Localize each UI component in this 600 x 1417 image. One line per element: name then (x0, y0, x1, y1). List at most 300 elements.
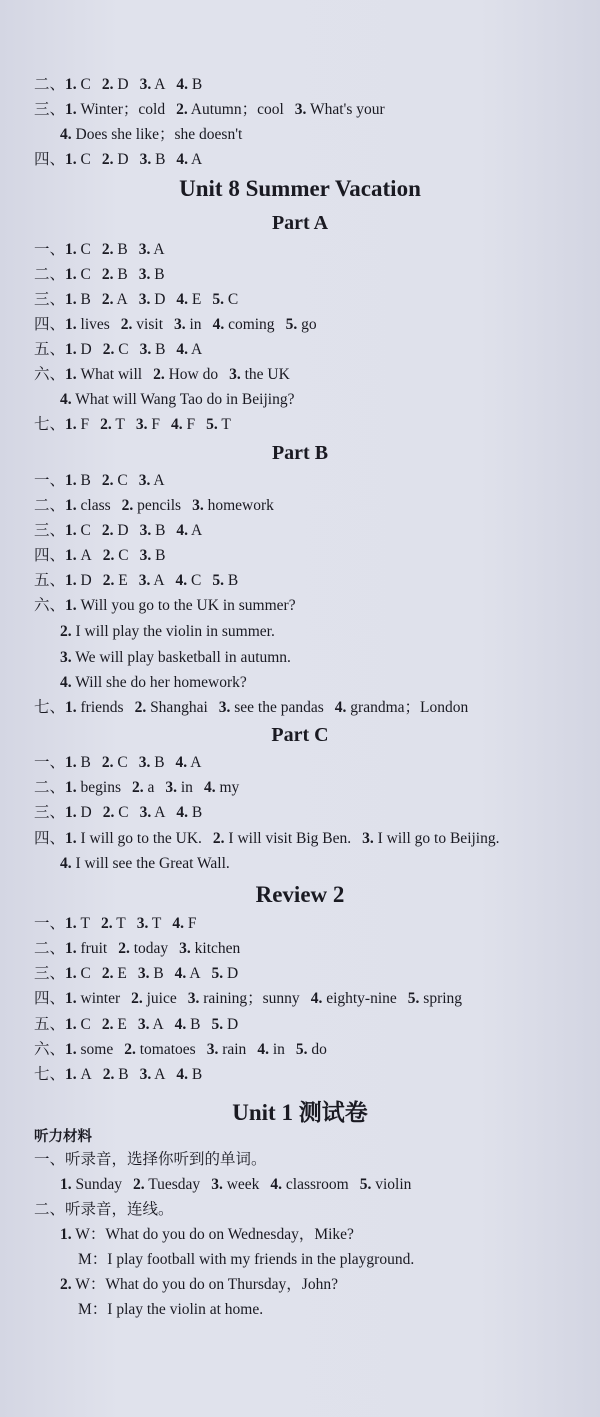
item-number: 2. (102, 572, 115, 589)
item-answer: F (76, 416, 90, 433)
answer-line (34, 989, 473, 1009)
item-number: 3. (362, 830, 374, 847)
item-number: 4. (334, 699, 347, 716)
item-answer: the UK (240, 366, 290, 383)
item-answer: A (150, 241, 165, 258)
answer-item (102, 151, 129, 168)
item-answer: Tuesday (144, 1176, 201, 1193)
item-number: 3. (139, 547, 152, 564)
item-number: 3. (60, 649, 72, 666)
item-answer: D (76, 804, 92, 821)
item-answer: A (76, 547, 92, 564)
answer-item (153, 366, 218, 383)
item-answer: Will you go to the UK in summer? (76, 597, 296, 614)
answer-line (60, 1175, 422, 1195)
answer-item (138, 1016, 164, 1033)
item-number: 3. (138, 572, 151, 589)
item-number: 2. (134, 699, 147, 716)
answer-item (65, 830, 202, 847)
item-answer: C (76, 1016, 91, 1033)
item-answer: eighty-nine (322, 990, 397, 1007)
item-number: 3. (211, 1176, 223, 1193)
answer-item (219, 699, 324, 716)
item-answer: D (150, 291, 166, 308)
answer-item (65, 472, 91, 489)
item-answer: in (177, 779, 193, 796)
item-answer: How do (164, 366, 219, 383)
item-answer: juice (142, 990, 177, 1007)
line-lead: 四、 (34, 547, 66, 564)
item-number: 1. (65, 1041, 77, 1058)
item-answer: fruit (76, 940, 108, 957)
item-answer: F (182, 416, 196, 433)
line-lead: 七、 (34, 1066, 66, 1083)
item-number: 3. (139, 76, 152, 93)
answer-item (311, 990, 397, 1007)
answer-line (34, 829, 510, 849)
item-answer: C (76, 965, 91, 982)
answer-item (60, 391, 294, 408)
answer-line (34, 596, 307, 616)
item-number: 1. (65, 547, 77, 564)
line-lead: 一、听录音，选择你听到的单词。 (34, 1151, 267, 1168)
answer-item (192, 497, 274, 514)
answer-item (135, 699, 208, 716)
item-answer: D (223, 1016, 239, 1033)
item-number: 2. (100, 416, 112, 433)
item-number: 1. (65, 915, 77, 932)
item-number: 4. (176, 341, 189, 358)
item-answer: begins (76, 779, 121, 796)
item-answer: rain (218, 1041, 247, 1058)
item-number: 3. (174, 316, 186, 333)
section-heading: Unit 1 测试卷 (232, 1100, 368, 1125)
item-answer: in (185, 316, 202, 333)
item-number: 1. (65, 241, 77, 258)
answer-line (60, 854, 241, 874)
answer-item (133, 1176, 200, 1193)
answer-item (65, 1041, 113, 1058)
item-answer: coming (224, 316, 275, 333)
item-number: 1. (65, 990, 77, 1007)
item-number: 4. (212, 316, 225, 333)
line-lead: 一、 (34, 472, 66, 489)
item-answer: A (150, 472, 165, 489)
answer-item (65, 416, 89, 433)
item-answer: A (150, 572, 165, 589)
item-number: 3. (139, 151, 152, 168)
answer-line (34, 471, 176, 491)
item-answer: I will go to Beijing. (373, 830, 500, 847)
answer-item (65, 1066, 92, 1083)
answer-line (34, 265, 176, 285)
item-number: 2. (102, 341, 115, 358)
answer-item (176, 341, 202, 358)
answer-item (65, 965, 91, 982)
item-number: 4. (60, 391, 72, 408)
answer-item (102, 266, 128, 283)
answer-item (270, 1176, 348, 1193)
answer-item (188, 990, 300, 1007)
answer-line (34, 1015, 249, 1035)
item-number: 4. (176, 1066, 189, 1083)
item-number: 3. (187, 990, 200, 1007)
answer-item (65, 341, 92, 358)
item-answer: go (297, 316, 317, 333)
answer-item (103, 572, 128, 589)
item-number: 4. (310, 990, 323, 1007)
answer-line (34, 778, 250, 798)
answer-line (34, 1200, 174, 1220)
item-answer: B (150, 754, 165, 771)
answer-item (140, 151, 166, 168)
answer-item (139, 754, 165, 771)
item-answer: a (143, 779, 155, 796)
item-number: 3. (138, 241, 151, 258)
line-lead: 二、听录音，连线。 (34, 1201, 174, 1218)
item-number: 3. (138, 754, 151, 771)
answer-item (211, 1176, 259, 1193)
answer-item (65, 151, 91, 168)
item-answer: A (187, 754, 202, 771)
item-answer: A (113, 291, 128, 308)
answer-line (34, 1150, 267, 1170)
line-lead: 六、 (34, 366, 66, 383)
line-lead: 六、 (34, 1041, 66, 1058)
answer-item (103, 1066, 129, 1083)
item-number: 1. (65, 266, 77, 283)
answer-item (131, 990, 177, 1007)
answer-item (60, 855, 230, 872)
item-answer: T (76, 915, 90, 932)
item-answer: T (217, 416, 231, 433)
answer-item (140, 1066, 166, 1083)
line-lead: 三、 (34, 101, 66, 118)
item-answer: T (112, 915, 126, 932)
answer-line (34, 365, 301, 385)
answer-item (206, 416, 231, 433)
item-number: 2. (101, 266, 114, 283)
answer-line (34, 914, 208, 934)
item-answer: some (76, 1041, 114, 1058)
line-lead: 六、 (34, 597, 66, 614)
answer-item (176, 754, 202, 771)
item-number: 1. (65, 1016, 77, 1033)
answer-item (176, 804, 202, 821)
item-number: 1. (65, 341, 77, 358)
item-number: 1. (65, 291, 77, 308)
answer-item (60, 649, 291, 666)
item-number: 2. (101, 291, 114, 308)
item-answer: B (151, 341, 166, 358)
answer-item (175, 1016, 201, 1033)
answer-item (175, 965, 201, 982)
item-answer: I will play the violin in summer. (71, 623, 275, 640)
item-answer: I will see the Great Wall. (71, 855, 230, 872)
answer-item (121, 316, 163, 333)
answer-item (122, 497, 181, 514)
line-lead: M：I play football with my friends in the playground. (78, 1251, 415, 1268)
answer-item (65, 915, 90, 932)
answer-line (34, 415, 242, 435)
item-answer: What's your (306, 101, 385, 118)
listening-material-label: 听力材料 (34, 1129, 92, 1145)
line-lead: 三、 (34, 804, 66, 821)
item-number: 1. (65, 101, 77, 118)
item-answer: C (76, 522, 91, 539)
item-answer: tomatoes (135, 1041, 196, 1058)
item-answer: B (149, 965, 164, 982)
item-number: 2. (212, 830, 225, 847)
answer-line (60, 648, 302, 668)
answer-line (78, 1300, 263, 1320)
item-answer: grandma；London (346, 699, 469, 716)
answer-line (34, 315, 328, 335)
answer-item (204, 779, 239, 796)
item-number: 1. (65, 76, 77, 93)
item-answer: B (186, 1016, 201, 1033)
answer-line (34, 964, 249, 984)
item-number: 3. (136, 915, 149, 932)
item-answer: B (151, 547, 166, 564)
item-number: 2. (101, 76, 114, 93)
answer-item (176, 151, 202, 168)
answer-line (34, 75, 213, 95)
answer-item (102, 965, 127, 982)
item-answer: today (129, 940, 169, 957)
item-answer: W：What do you do on Wednesday，Mike? (71, 1226, 354, 1243)
item-number: 2. (101, 754, 114, 771)
item-answer: winter (76, 990, 121, 1007)
answer-item (100, 416, 125, 433)
line-lead: 四、 (34, 316, 66, 333)
item-answer: B (76, 291, 91, 308)
answer-item (139, 472, 165, 489)
item-number: 2. (153, 366, 165, 383)
item-number: 4. (175, 572, 188, 589)
item-answer: D (76, 341, 92, 358)
item-answer: D (223, 965, 239, 982)
line-lead: 一、 (34, 915, 66, 932)
answer-item (408, 990, 462, 1007)
item-number: 1. (60, 1176, 72, 1193)
line-lead: 七、 (34, 699, 66, 716)
item-number: 3. (139, 341, 152, 358)
answer-item (65, 1016, 91, 1033)
answer-line (34, 150, 213, 170)
item-answer: my (215, 779, 240, 796)
item-number: 2. (100, 915, 113, 932)
answer-item (65, 291, 91, 308)
answer-line (60, 390, 305, 410)
item-answer: C (113, 754, 128, 771)
item-answer: violin (371, 1176, 412, 1193)
item-answer: Shanghai (146, 699, 208, 716)
answer-item (65, 241, 91, 258)
answer-item (176, 291, 201, 308)
answer-line (78, 1250, 414, 1270)
answer-item (139, 572, 165, 589)
item-answer: I will visit Big Ben. (224, 830, 352, 847)
item-number: 3. (135, 416, 148, 433)
answer-item (65, 266, 91, 283)
item-number: 1. (65, 597, 77, 614)
item-number: 3. (192, 497, 204, 514)
item-answer: A (186, 965, 201, 982)
item-answer: C (187, 572, 202, 589)
item-answer: B (224, 572, 239, 589)
item-number: 2. (60, 1276, 72, 1293)
item-answer: A (151, 76, 166, 93)
answer-item (60, 1176, 122, 1193)
item-number: 4. (176, 76, 189, 93)
section-heading: Review 2 (255, 882, 345, 907)
item-answer: A (76, 1066, 92, 1083)
item-number: 4. (176, 151, 189, 168)
item-number: 4. (172, 915, 185, 932)
answer-item (102, 291, 128, 308)
line-lead: 三、 (34, 291, 66, 308)
line-lead: 三、 (34, 965, 66, 982)
answer-item (65, 804, 92, 821)
item-answer: D (76, 572, 92, 589)
section-heading: Unit 8 Summer Vacation (179, 176, 421, 201)
answer-line (60, 125, 253, 145)
answer-item (60, 623, 275, 640)
item-number: 1. (60, 1226, 72, 1243)
item-answer: in (268, 1041, 285, 1058)
item-number: 1. (65, 779, 77, 796)
answer-item (138, 965, 164, 982)
item-number: 3. (206, 1041, 219, 1058)
answer-item (136, 416, 160, 433)
item-answer: see the pandas (230, 699, 324, 716)
item-number: 3. (294, 101, 307, 118)
answer-item (140, 522, 166, 539)
answer-item (171, 416, 195, 433)
answer-item (207, 1041, 247, 1058)
answer-item (176, 572, 202, 589)
answer-item (212, 572, 238, 589)
item-number: 1. (65, 522, 77, 539)
line-lead: 二、 (34, 76, 66, 93)
item-answer: Will she do her homework? (71, 674, 247, 691)
item-answer: C (114, 341, 129, 358)
answer-line (34, 803, 213, 823)
item-answer: Autumn；cool (187, 101, 284, 118)
item-number: 2. (60, 623, 72, 640)
section-heading: Part B (271, 442, 329, 464)
item-number: 4. (176, 804, 189, 821)
answer-item (102, 76, 129, 93)
answer-item (101, 915, 126, 932)
item-answer: C (76, 76, 91, 93)
item-answer: week (222, 1176, 260, 1193)
item-answer: A (151, 1066, 166, 1083)
item-answer: B (151, 151, 166, 168)
item-number: 3. (139, 522, 152, 539)
answer-line (34, 521, 213, 541)
answer-line (34, 340, 213, 360)
answer-item (102, 754, 128, 771)
item-answer: B (76, 754, 91, 771)
item-number: 4. (176, 522, 189, 539)
answer-item (103, 547, 129, 564)
item-answer: E (114, 572, 128, 589)
item-number: 2. (101, 965, 114, 982)
answer-item (286, 316, 317, 333)
answer-item (165, 779, 193, 796)
line-lead: 二、 (34, 779, 66, 796)
answer-item (65, 316, 110, 333)
answer-item (102, 522, 129, 539)
item-number: 1. (65, 754, 77, 771)
item-answer: pencils (133, 497, 182, 514)
answer-line (60, 673, 258, 693)
item-number: 4. (176, 291, 189, 308)
item-number: 4. (175, 754, 188, 771)
answer-item (176, 101, 284, 118)
item-number: 1. (65, 316, 77, 333)
answer-item (60, 1276, 338, 1293)
answer-line (34, 546, 176, 566)
answer-item (102, 241, 128, 258)
item-number: 2. (101, 472, 114, 489)
item-number: 2. (101, 241, 114, 258)
line-lead: 二、 (34, 497, 66, 514)
item-answer: E (188, 291, 202, 308)
item-answer: D (113, 76, 129, 93)
answer-line (34, 496, 285, 516)
item-answer: T (111, 416, 125, 433)
answer-item (65, 940, 107, 957)
item-number: 2. (133, 1176, 145, 1193)
item-answer: Winter；cold (76, 101, 166, 118)
item-answer: C (76, 266, 91, 283)
item-answer: What will (76, 366, 143, 383)
item-answer: homework (203, 497, 274, 514)
item-number: 4. (174, 965, 187, 982)
answer-item (179, 940, 240, 957)
answer-line (34, 753, 212, 773)
item-number: 2. (101, 1016, 114, 1033)
answer-line (34, 1065, 213, 1085)
answer-item (60, 674, 247, 691)
section-heading: Part C (271, 724, 329, 746)
item-answer: C (76, 241, 91, 258)
answer-item (65, 572, 92, 589)
item-number: 4. (174, 1016, 187, 1033)
item-number: 1. (65, 804, 77, 821)
item-number: 5. (211, 1016, 224, 1033)
answer-item (335, 699, 468, 716)
item-number: 2. (102, 547, 115, 564)
answer-item (103, 804, 129, 821)
item-number: 1. (65, 366, 77, 383)
item-number: 1. (65, 830, 77, 847)
answer-item (132, 779, 154, 796)
answer-item (360, 1176, 412, 1193)
answer-line (34, 571, 249, 591)
item-number: 3. (165, 779, 177, 796)
item-number: 2. (120, 316, 133, 333)
answer-line (34, 240, 176, 260)
item-number: 3. (138, 266, 151, 283)
item-answer: D (113, 151, 129, 168)
item-number: 3. (139, 804, 152, 821)
item-answer: B (76, 472, 91, 489)
answer-line (34, 939, 251, 959)
